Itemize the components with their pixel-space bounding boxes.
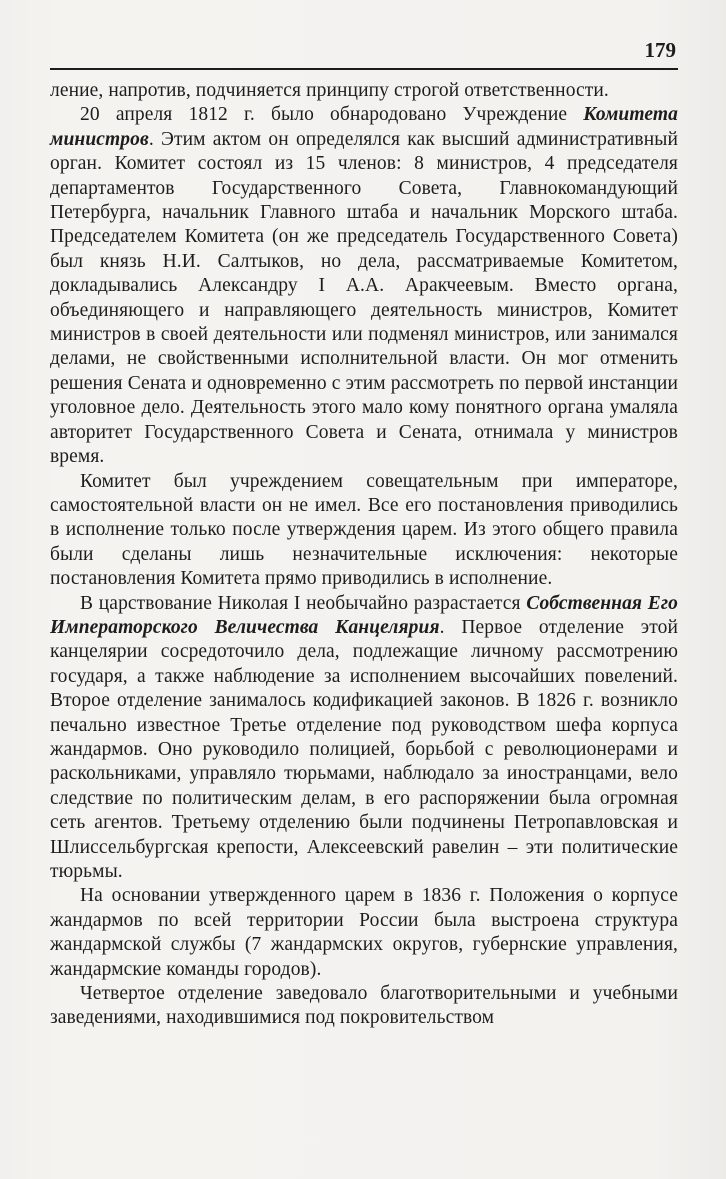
body-text-run: ление, напротив, подчиняется принципу строгой ответственности. [50,80,609,101]
paragraph [50,79,678,103]
body-text-run: В царствование Николая I необычайно разрастается [80,592,527,614]
body-text-run: Комитет был учреждением совещательным при императоре, самостоятельной власти он не имел. Все его постановления приводились в исполнение только после утверждения царем. Из этого общего правила были сделаны лишь незначительные исключения: некоторые постановления Комитета прямо приводились в исполнение. [50,470,678,590]
page-header [50,38,678,70]
body-text-run: На основании утвержденного царем в 1836 г. Положения о корпусе жандармов по всей территории России была выстроена структура жандармской службы (7 жандармских округов, губернские управления, жандармские команды городов). [50,885,678,980]
paragraph [50,103,678,469]
page-text [50,79,678,1031]
page-number: 179 [644,38,676,62]
body-text-run: . Первое отделение этой канцелярии сосредоточило дела, подлежащие личному рассмотрению государя, а также наблюдение за исполнением высочайших повелений. Второе отделение занималось кодификацией законов. В 1826 г. возникло печально известное Третье отделение под руководством шефа корпуса жандармов. Оно руководило полицией, борьбой с революционерами и раскольниками, управляло тюрьмами, наблюдало за иностранцами, вело следствие по политическим делам, в его распоряжении была огромная сеть агентов. Третьему отделению были подчинены Петропавловская и Шлиссельбургская крепости, Алексеевский равелин – эти политические тюрьмы. [50,616,678,882]
paragraph [50,470,678,592]
emphasis-text: Комитета министров [50,104,678,150]
body-text-run: 20 апреля 1812 г. было обнародовано Учреждение [80,104,584,126]
body-text-run: . Этим актом он определялся как высший административный орган. Комитет состоял из 15 членов: 8 министров, 4 председателя департаментов Государственного Совета, Главнокомандующий Петербурга, начальник Главного штаба и начальник Морского штаба. Председателем Комитета (он же председатель Государственного Совета) был князь Н.И. Салтыков, но дела, рассматриваемые Комитетом, докладывались Александру I А.А. Аракчеевым. Вместо органа, объединяющего и направляющего деятельность министров, Комитет министров в своей деятельности или подменял министров, или занимался делами, не свойственными исполнительной власти. Он мог отменить решения Сената и одновременно с этим рассмотреть по первой инстанции уголовное дело. Деятельность этого мало кому понятного органа умаляла авторитет Государственного Совета и Сената, отнимала у министров время. [50,128,678,468]
paragraph [50,982,678,1031]
body-text-run: Четвертое отделение заведовало благотворительными и учебными заведениями, находившимися под покровительством [50,983,678,1029]
paragraph [50,884,678,982]
emphasis-text: Собственная Его Императорского Величества Канцелярия [50,592,679,638]
paragraph [50,592,678,885]
